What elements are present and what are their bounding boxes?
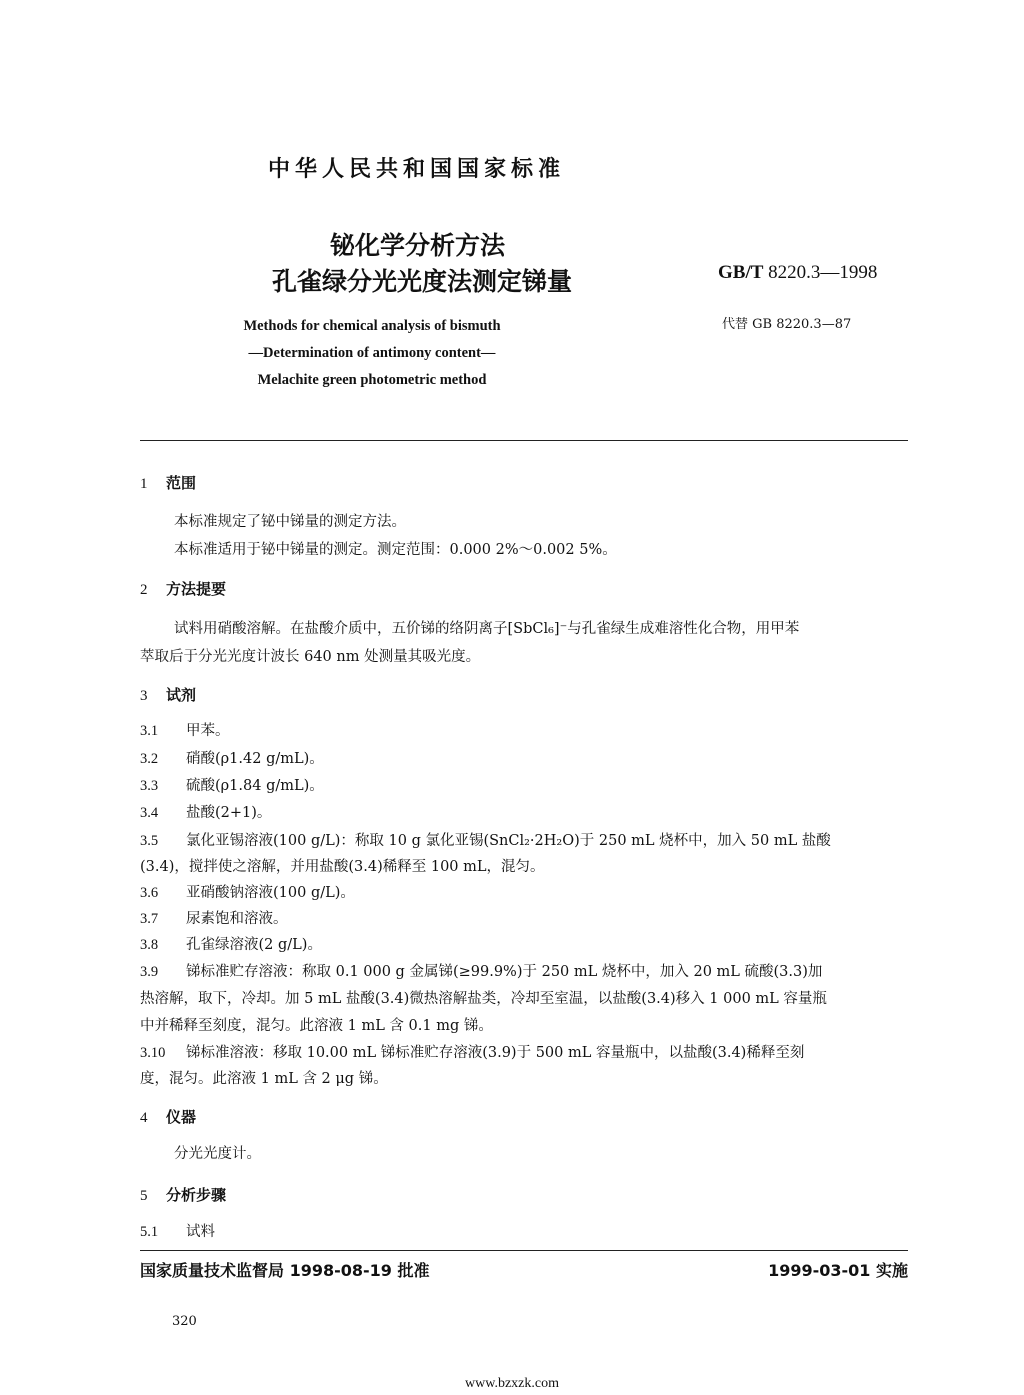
section-3-heading	[140, 684, 196, 705]
implementation-date: 1999-03-01 实施	[768, 1261, 908, 1280]
standard-prefix: GB/T	[718, 262, 764, 283]
section-1-heading	[140, 472, 196, 493]
standard-number	[718, 262, 877, 284]
page-number: 320	[172, 1314, 197, 1329]
reagent-item-continuation: 度，混匀。此溶液 1 mL 含 2 μg 锑。	[140, 1071, 388, 1087]
section-title: 范围	[166, 474, 197, 492]
section-number: 2	[140, 582, 148, 598]
item-text: 锑标准贮存溶液：称取 0.1 000 g 金属锑(≥99.9%)于 250 mL 烧杯中，加入 20 mL 硫酸(3.3)加	[186, 964, 823, 980]
subsection-heading	[140, 1218, 908, 1246]
item-text: 氯化亚锡溶液(100 g/L)：称取 10 g 氯化亚锡(SnCl₂·2H₂O)于 250 mL 烧杯中，加入 50 mL 盐酸	[186, 833, 831, 849]
reagent-item	[140, 717, 908, 745]
reagent-item	[140, 879, 908, 907]
paragraph: 本标准规定了铋中锑量的测定方法。	[174, 514, 406, 530]
section-5-heading	[140, 1184, 226, 1205]
paragraph: 试料用硝酸溶解。在盐酸介质中，五价锑的络阴离子[SbCl₆]⁻与孔雀绿生成难溶性化合物，用甲苯	[174, 621, 800, 637]
english-title-line3: Melachite green photometric method	[257, 372, 487, 388]
header-divider	[140, 440, 908, 441]
item-text: 孔雀绿溶液(2 g/L)。	[186, 937, 322, 953]
section-title: 试剂	[166, 686, 197, 704]
reagent-item	[140, 827, 908, 855]
reagent-item	[140, 799, 908, 827]
replaces-standard: 代替 GB 8220.3—87	[722, 317, 852, 332]
item-number: 3.6	[140, 885, 159, 901]
reagent-item	[140, 958, 908, 986]
section-title: 分析步骤	[166, 1186, 227, 1204]
item-number: 5.1	[140, 1224, 159, 1240]
footer-divider	[140, 1250, 908, 1251]
item-text: 锑标准溶液：移取 10.00 mL 锑标准贮存溶液(3.9)于 500 mL 容量瓶中，以盐酸(3.4)稀释至刻	[186, 1045, 805, 1061]
item-text: 尿素饱和溶液。	[186, 911, 288, 927]
paragraph-continuation: 萃取后于分光光度计波长 640 nm 处测量其吸光度。	[140, 649, 481, 665]
english-title-line1: Methods for chemical analysis of bismuth	[243, 318, 501, 334]
item-number: 3.10	[140, 1045, 166, 1061]
item-number: 3.3	[140, 778, 159, 794]
item-text: 盐酸(2+1)。	[186, 805, 272, 821]
section-2-heading	[140, 578, 226, 599]
reagent-item	[140, 772, 908, 800]
section-4-heading	[140, 1106, 196, 1127]
item-text: 亚硝酸钠溶液(100 g/L)。	[186, 885, 355, 901]
reagent-item	[140, 1039, 908, 1067]
reagent-item-continuation: 热溶解，取下，冷却。加 5 mL 盐酸(3.4)微热溶解盐类，冷却至室温，以盐酸(3.4)移入 1 000 mL 容量瓶	[140, 991, 827, 1007]
watermark-url: www.bzxzk.com	[465, 1376, 559, 1391]
section-number: 1	[140, 476, 148, 492]
standard-code: 8220.3—1998	[768, 262, 878, 283]
section-number: 5	[140, 1188, 148, 1204]
issuing-country-heading: 中华人民共和国国家标准	[268, 157, 566, 182]
approval-statement: 国家质量技术监督局 1998-08-19 批准	[140, 1261, 430, 1280]
section-number: 4	[140, 1110, 148, 1126]
item-number: 3.9	[140, 964, 159, 980]
item-text: 甲苯。	[186, 723, 230, 739]
item-number: 3.5	[140, 833, 159, 849]
paragraph: 本标准适用于铋中锑量的测定。测定范围：0.000 2%～0.002 5%。	[174, 542, 617, 558]
english-title-line2: —Determination of antimony content—	[248, 345, 496, 361]
item-number: 3.8	[140, 937, 159, 953]
reagent-item	[140, 931, 908, 959]
item-number: 3.1	[140, 723, 159, 739]
paragraph: 分光光度计。	[174, 1146, 261, 1162]
reagent-item	[140, 745, 908, 773]
reagent-item	[140, 905, 908, 933]
section-title: 方法提要	[166, 580, 227, 598]
item-text: 试料	[186, 1224, 215, 1240]
item-number: 3.2	[140, 751, 159, 767]
item-number: 3.4	[140, 805, 159, 821]
item-text: 硝酸(ρ1.42 g/mL)。	[186, 751, 324, 767]
item-number: 3.7	[140, 911, 159, 927]
reagent-item-continuation: (3.4)，搅拌使之溶解，并用盐酸(3.4)稀释至 100 mL，混匀。	[140, 859, 545, 875]
item-text: 硫酸(ρ1.84 g/mL)。	[186, 778, 324, 794]
section-title: 仪器	[166, 1108, 197, 1126]
document-title-line2: 孔雀绿分光光度法测定锑量	[272, 267, 573, 296]
reagent-item-continuation: 中并稀释至刻度，混匀。此溶液 1 mL 含 0.1 mg 锑。	[140, 1018, 493, 1034]
section-number: 3	[140, 688, 148, 704]
document-title-line1: 铋化学分析方法	[330, 231, 506, 260]
